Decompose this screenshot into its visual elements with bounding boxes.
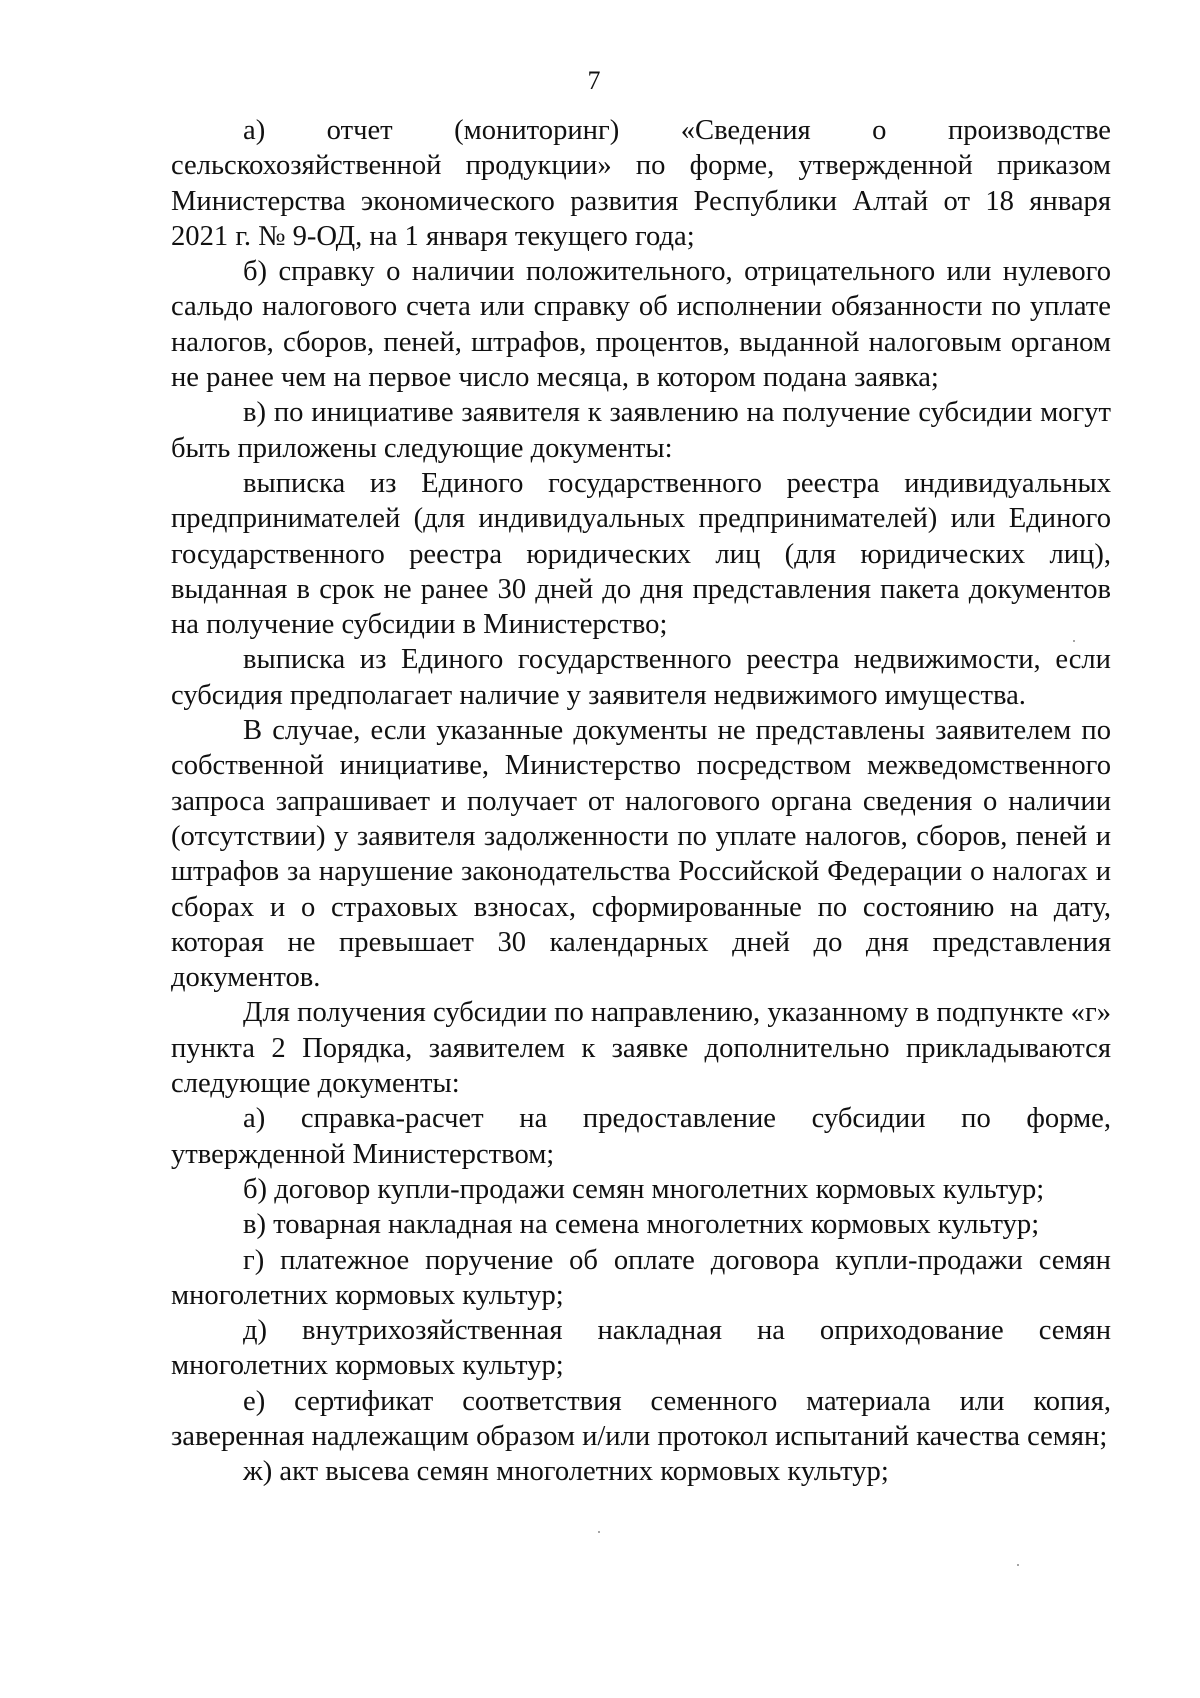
list-item-d: д) внутрихозяйственная накладная на оприходование семян многолетних кормовых культур; <box>171 1315 1111 1382</box>
scan-speck <box>1017 1564 1019 1566</box>
scan-speck <box>1073 640 1075 642</box>
paragraph-tax-balance-certificate: б) справку о наличии положительного, отрицательного или нулевого сальдо налогового счета или справку об исполнении обязанности по уплате налогов, сборов, пеней, штрафов, процентов, выданной налоговым органом не ранее чем на первое число месяца, в котором подана заявка; <box>171 256 1111 394</box>
list-item-b: б) договор купли-продажи семян многолетних кормовых культур; <box>243 1173 1045 1205</box>
page-number: 7 <box>587 66 601 95</box>
list-item-a: а) справка-расчет на предоставление субсидии по форме, утвержденной Министерством; <box>171 1103 1111 1170</box>
scan-speck <box>598 1531 600 1533</box>
paragraph-report-monitoring: а) отчет (мониторинг) «Сведения о производстве сельскохозяйственной продукции» по форме, утвержденной приказом Министерства экономического развития Республики Алтай от 18 января 2021 г. № 9-ОД, на 1 января текущего года; <box>171 115 1111 252</box>
paragraph-egrip-egrul-extract: выписка из Единого государственного реестра индивидуальных предпринимателей (для индивидуальных предпринимателей) или Единого государственного реестра юридических лиц (для юридических лиц), выданная в срок не ранее 30 дней до дня представления пакета документов на получение субсидии в Министерство; <box>171 467 1111 641</box>
paragraph-applicant-initiative: в) по инициативе заявителя к заявлению на получение субсидии могут быть приложены следующие документы: <box>171 397 1111 464</box>
paragraph-subsidy-direction-g: Для получения субсидии по направлению, указанному в подпункте «г» пункта 2 Порядка, заявителем к заявке дополнительно прикладываются следующие документы: <box>171 997 1111 1100</box>
list-item-zh: ж) акт высева семян многолетних кормовых культур; <box>243 1456 889 1488</box>
document-body <box>171 113 1111 1490</box>
list-item-g: г) платежное поручение об оплате договора купли-продажи семян многолетних кормовых культур; <box>171 1244 1111 1311</box>
list-item-e: е) сертификат соответствия семенного материала или копия, заверенная надлежащим образом и/или протокол испытаний качества семян; <box>171 1385 1111 1452</box>
paragraph-real-estate-extract: выписка из Единого государственного реестра недвижимости, если субсидия предполагает наличие у заявителя недвижимого имущества. <box>171 644 1111 711</box>
paragraph-interagency-request: В случае, если указанные документы не представлены заявителем по собственной инициативе, Министерство посредством межведомственного запроса запрашивает и получает от налогового органа сведения о наличии (отсутствии) у заявителя задолженности по уплате налогов, сборов, пеней и штрафов за нарушение законодательства Российской Федерации о налогах и сборах и о страховых взносах, сформированные по состоянию на дату, которая не превышает 30 календарных дней до дня представления документов. <box>171 715 1111 994</box>
list-item-v: в) товарная накладная на семена многолетних кормовых культур; <box>243 1209 1040 1241</box>
